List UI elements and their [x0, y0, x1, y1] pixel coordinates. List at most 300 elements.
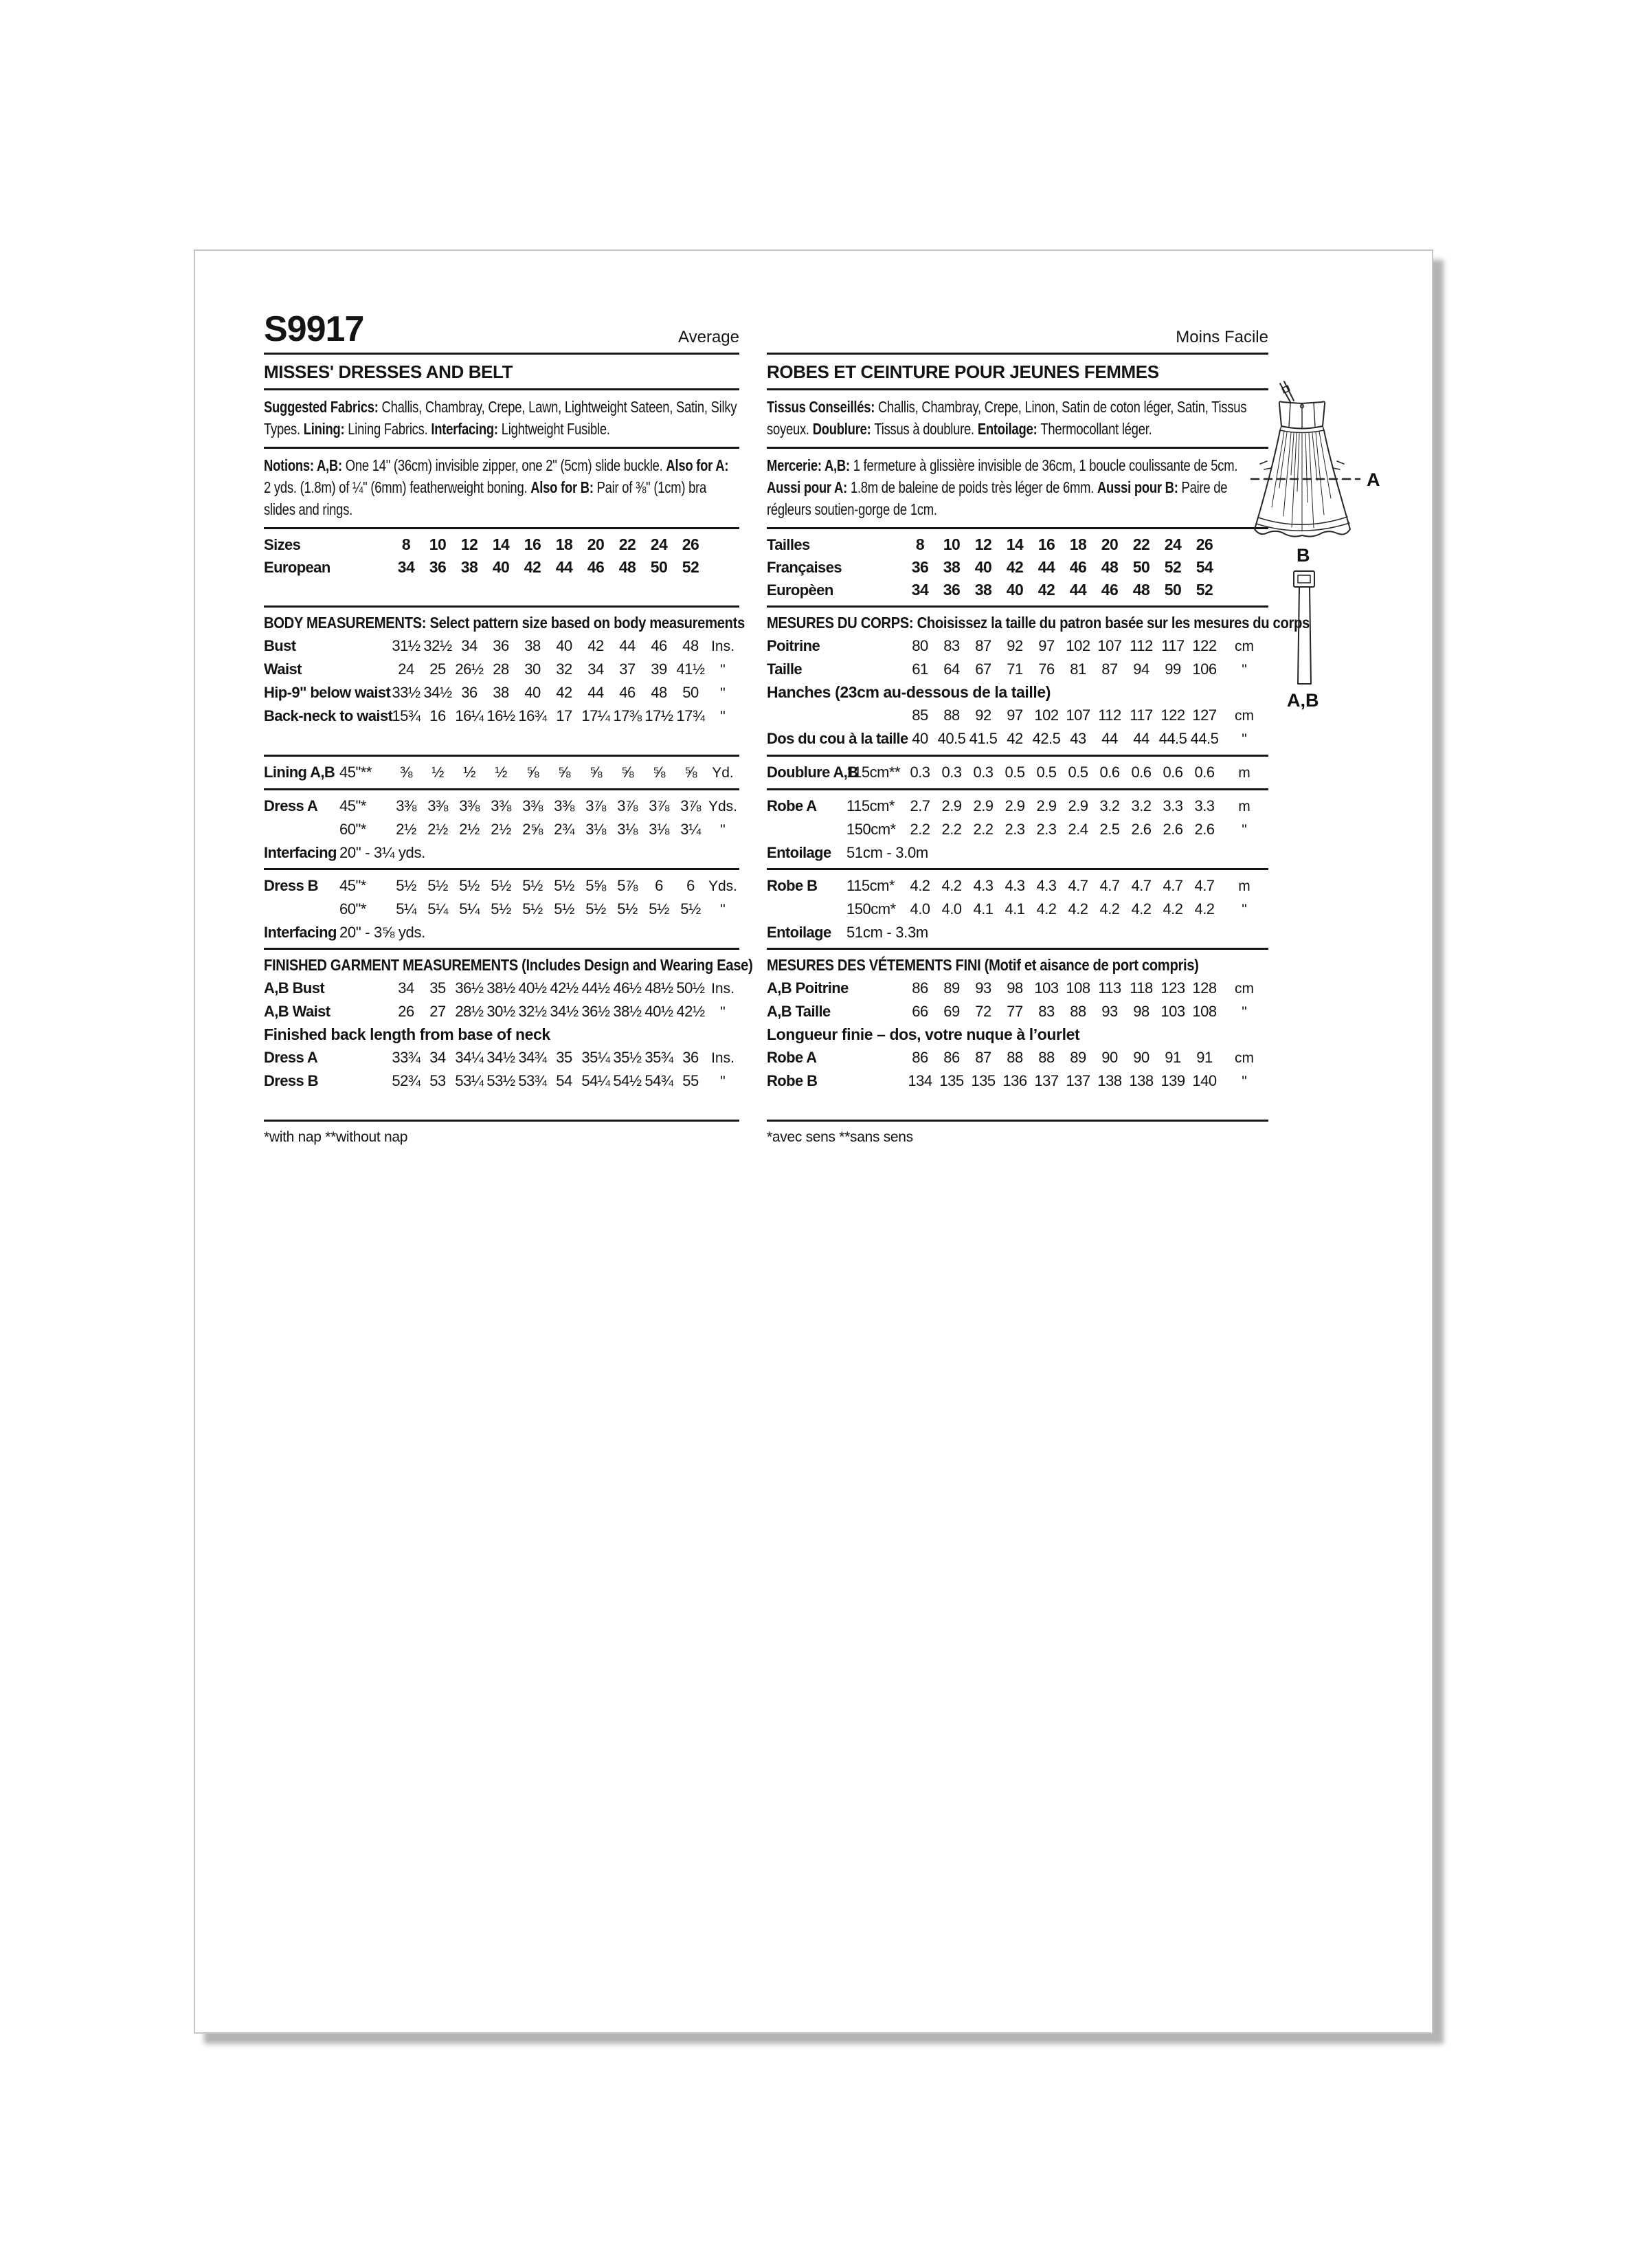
measurement-value: 17⅜ — [613, 707, 642, 724]
yardage-value: 2.3 — [1036, 821, 1057, 838]
yardage-value: 3⅜ — [396, 797, 416, 814]
yardage-value: 2½ — [491, 821, 511, 838]
measurement-value: 25 — [429, 660, 446, 678]
yardage-value: 4.0 — [910, 900, 930, 918]
size-value: 8 — [401, 535, 411, 553]
measurement-value: 33¾ — [392, 1049, 420, 1066]
yardage-value: 3¼ — [680, 821, 701, 838]
measurement-value: 34 — [587, 660, 604, 678]
robe-b-115-row: Robe B 115cm* 4.2 4.2 4.3 4.3 4.3 4.7 4.7 4.7 4.7 4.7 m — [767, 874, 1268, 898]
measurement-value: 103 — [1034, 979, 1059, 997]
measurement-value: 87 — [975, 1049, 991, 1066]
fabric-width: 45"* — [339, 877, 366, 894]
dos-cou-row: Dos du cou à la taille 40 40.5 41.5 42 42.5 43 44 44 44.5 44.5 " — [767, 727, 1268, 751]
measurement-value: 44 — [1133, 730, 1149, 747]
yardage-value: 0.5 — [1005, 764, 1025, 781]
spacer — [264, 579, 739, 601]
text-segment: Notions: A,B: — [264, 456, 346, 474]
measurement-value: 91 — [1165, 1049, 1181, 1066]
yardage-value: 2.9 — [973, 797, 994, 814]
measurement-value: 94 — [1133, 660, 1149, 678]
divider — [264, 755, 739, 757]
size-value: 44 — [1037, 558, 1055, 576]
measurement-value: 86 — [943, 1049, 960, 1066]
size-value: 18 — [1069, 535, 1087, 553]
yardage-value: 2.6 — [1194, 821, 1215, 838]
row-label: European — [264, 559, 330, 576]
size-value: 36 — [911, 558, 929, 576]
robe-b-150-row — [767, 898, 1268, 921]
measurement-value: 139 — [1160, 1072, 1185, 1089]
measurement-value: 83 — [1038, 1003, 1055, 1020]
text-segment: soyeux. — [767, 420, 813, 438]
francaises-row: Françaises 36 38 40 42 44 46 48 50 52 54 — [767, 556, 1268, 579]
waist-row: Waist 24 25 26½ 28 30 32 34 37 39 41½ " — [264, 658, 739, 681]
yardage-value: 4.2 — [1036, 900, 1057, 918]
unit-cell: m — [1238, 799, 1250, 814]
measurement-value: 34½ — [423, 684, 452, 701]
hip-row: Hip-9" below waist 33½ 34½ 36 38 40 42 44 46 48 50 " — [264, 681, 739, 704]
hanches-heading: Hanches (23cm au-dessous de la taille) — [767, 683, 1051, 701]
fabric-width: 45"** — [339, 764, 372, 781]
size-value: 38 — [974, 581, 992, 599]
measurement-value: 38½ — [613, 1003, 642, 1020]
size-value: 26 — [1196, 535, 1213, 553]
size-value: 50 — [1132, 558, 1150, 576]
divider — [264, 447, 739, 449]
suggested-fabrics-fr — [767, 394, 1268, 443]
measurement-value: 26½ — [455, 660, 484, 678]
yardage-value: 4.7 — [1099, 877, 1120, 894]
size-value: 46 — [1069, 558, 1087, 576]
measurement-value: 83 — [943, 637, 960, 654]
body-measurements-heading: BODY MEASUREMENTS: Select pattern size based on body measurements — [264, 614, 745, 632]
measurement-value: 136 — [1002, 1072, 1027, 1089]
yardage-value: 3⅜ — [554, 797, 574, 814]
divider — [264, 388, 739, 390]
measurement-value: 134 — [908, 1072, 932, 1089]
yardage-value: 5¼ — [427, 900, 448, 918]
size-value: 42 — [1006, 558, 1024, 576]
unit-cell: cm — [1235, 638, 1254, 654]
size-value: 34 — [911, 581, 929, 599]
measurement-value: 90 — [1101, 1049, 1118, 1066]
yardage-value: 5¼ — [459, 900, 480, 918]
divider — [264, 948, 739, 950]
view-a-label: A — [1367, 469, 1380, 490]
measurement-value: 48 — [682, 637, 699, 654]
size-value: 12 — [460, 535, 478, 553]
size-value: 22 — [1132, 535, 1150, 553]
measurement-value: 44.5 — [1158, 730, 1187, 747]
measurement-value: 53¼ — [455, 1072, 484, 1089]
yardage-value: 2.7 — [910, 797, 930, 814]
yardage-value: 4.7 — [1194, 877, 1215, 894]
size-value: 26 — [682, 535, 699, 553]
yardage-value: 5½ — [427, 877, 448, 894]
finished-dress-a-row: Dress A 33¾ 34 34¼ 34½ 34¾ 35 35¼ 35½ 35¾ 36 Ins. — [264, 1046, 739, 1069]
measurement-value: 102 — [1066, 637, 1090, 654]
text-segment: Pair of ⅜" (1cm) bra — [596, 478, 707, 496]
unit-cell: " — [720, 662, 726, 678]
size-value: 44 — [555, 558, 573, 576]
measurement-value: 93 — [975, 979, 991, 997]
size-value: 22 — [618, 535, 636, 553]
measurement-value: 42½ — [550, 979, 579, 997]
measurement-value: 40½ — [644, 1003, 673, 1020]
measurement-value: 35 — [429, 979, 446, 997]
divider — [264, 353, 739, 355]
nap-footnote-fr: *avec sens **sans sens — [767, 1129, 913, 1145]
measurement-value: 92 — [1007, 637, 1023, 654]
fabric-width: 115cm* — [846, 797, 895, 814]
longueur-heading: Longueur finie – dos, votre nuque à l’ourlet — [767, 1025, 1080, 1043]
measurement-value: 112 — [1098, 707, 1121, 724]
yardage-value: 4.0 — [941, 900, 962, 918]
row-label: Sizes — [264, 536, 301, 553]
unit-cell: " — [720, 685, 726, 701]
unit-cell: " — [720, 1004, 726, 1020]
yardage-value: 2⅝ — [522, 821, 543, 838]
yardage-value: 2.2 — [973, 821, 994, 838]
measurement-value: 138 — [1097, 1072, 1122, 1089]
measurement-value: 46½ — [613, 979, 642, 997]
ab-bust-row: A,B Bust 34 35 36½ 38½ 40½ 42½ 44½ 46½ 48½ 50½ Ins. — [264, 977, 739, 1000]
size-value: 38 — [460, 558, 478, 576]
measurement-value: 53 — [429, 1072, 446, 1089]
back-length-heading: Finished back length from base of neck — [264, 1025, 550, 1043]
yardage-value: 2.9 — [941, 797, 962, 814]
divider — [767, 447, 1268, 449]
size-value: 38 — [943, 558, 961, 576]
yardage-value: 0.3 — [910, 764, 930, 781]
interfacing-yardage: 20" - 3¼ yds. — [339, 844, 425, 861]
yardage-value: 2½ — [459, 821, 480, 838]
measurement-value: 36 — [461, 684, 478, 701]
yardage-value: 4.2 — [1194, 900, 1215, 918]
size-value: 20 — [587, 535, 605, 553]
measurement-value: 97 — [1007, 707, 1023, 724]
measurement-value: 90 — [1133, 1049, 1149, 1066]
yardage-value: 3.3 — [1163, 797, 1183, 814]
yardage-value: 4.1 — [973, 900, 994, 918]
measurement-value: 89 — [943, 979, 960, 997]
yardage-value: 0.6 — [1131, 764, 1152, 781]
yardage-value: 3⅛ — [617, 821, 638, 838]
yardage-value: ½ — [463, 764, 475, 781]
yardage-value: 5½ — [554, 900, 574, 918]
measurement-value: 72 — [975, 1003, 991, 1020]
yardage-value: 2.4 — [1068, 821, 1088, 838]
fabric-width: 45"* — [339, 797, 366, 814]
measurement-value: 40.5 — [937, 730, 966, 747]
measurement-value: 80 — [912, 637, 928, 654]
size-value: 42 — [524, 558, 541, 576]
yardage-value: ⅝ — [621, 764, 633, 781]
measurement-value: 42½ — [676, 1003, 705, 1020]
measurement-value: 40 — [556, 637, 572, 654]
finished-dress-b-row: Dress B 52¾ 53 53¼ 53½ 53¾ 54 54¼ 54½ 54¾ 55 " — [264, 1069, 739, 1093]
yardage-value: 2.5 — [1099, 821, 1120, 838]
unit-cell: cm — [1235, 708, 1254, 724]
yardage-value: 3⅞ — [617, 797, 638, 814]
garment-title-en: MISSES' DRESSES AND BELT — [264, 362, 513, 382]
text-segment: 2 yds. (1.8m) of ¼" (6mm) featherweight boning. — [264, 478, 531, 496]
measurement-value: 42 — [587, 637, 604, 654]
measurement-value: 64 — [943, 660, 960, 678]
unit-cell: Ins. — [711, 1050, 734, 1066]
dress-b-60-row — [264, 898, 739, 921]
notions-en — [264, 453, 739, 523]
measurement-value: 27 — [429, 1003, 446, 1020]
text-segment: Thermocollant léger. — [1040, 420, 1152, 438]
text-segment: Tissus Conseillés: — [767, 398, 878, 416]
measurement-value: 36 — [493, 637, 509, 654]
yardage-value: 5½ — [522, 877, 543, 894]
measurement-value: 17¾ — [676, 707, 705, 724]
measurement-value: 113 — [1098, 979, 1121, 997]
measurement-value: 117 — [1161, 637, 1185, 654]
measurement-value: 35¼ — [581, 1049, 610, 1066]
yardage-value: 5½ — [396, 877, 416, 894]
text-segment: régleurs soutien-gorge de 1cm. — [767, 500, 937, 518]
unit-cell: " — [1242, 662, 1247, 678]
size-value: 46 — [587, 558, 605, 576]
yardage-value: 3⅜ — [522, 797, 543, 814]
yardage-value: 4.7 — [1163, 877, 1183, 894]
measurement-value: 122 — [1192, 637, 1217, 654]
yardage-value: 5⅝ — [585, 877, 606, 894]
measurement-value: 86 — [912, 979, 928, 997]
measurement-value: 44 — [1101, 730, 1118, 747]
text-segment: Suggested Fabrics: — [264, 398, 382, 416]
interfacing-b-row: Interfacing 20" - 3⅝ yds. — [264, 921, 739, 944]
yardage-value: 4.1 — [1005, 900, 1025, 918]
size-value: 16 — [524, 535, 541, 553]
belt — [1294, 571, 1314, 684]
measurement-value: 30 — [524, 660, 541, 678]
measurement-value: 41.5 — [969, 730, 998, 747]
measurement-value: 54½ — [613, 1072, 642, 1089]
measurement-value: 34½ — [486, 1049, 515, 1066]
size-value: 10 — [943, 535, 961, 553]
yardage-value: ⅝ — [526, 764, 539, 781]
measurement-value: 71 — [1007, 660, 1023, 678]
header-row-en — [264, 310, 739, 348]
belt-buckle — [1294, 571, 1314, 587]
text-segment: 1 fermeture à glissière invisible de 36cm, 1 boucle coulissante de 5cm. — [853, 456, 1238, 474]
unit-cell: cm — [1235, 1050, 1254, 1066]
size-value: 40 — [492, 558, 510, 576]
divider — [264, 788, 739, 790]
size-value: 54 — [1196, 558, 1213, 576]
measurement-value: 35½ — [613, 1049, 642, 1066]
yardage-value: 5½ — [459, 877, 480, 894]
measurement-value: 137 — [1034, 1072, 1059, 1089]
yardage-value: 5½ — [522, 900, 543, 918]
measurement-value: 44 — [587, 684, 604, 701]
yardage-value: 3⅛ — [649, 821, 669, 838]
size-value: 40 — [974, 558, 992, 576]
size-value: 12 — [974, 535, 992, 553]
view-ab-label: A,B — [1287, 690, 1319, 711]
measurement-value: 28 — [493, 660, 509, 678]
measurement-value: 97 — [1038, 637, 1055, 654]
measurement-value: 55 — [682, 1072, 699, 1089]
yardage-value: ½ — [495, 764, 507, 781]
dress-a-45-row: Dress A 45"* 3⅜ 3⅜ 3⅜ 3⅜ 3⅜ 3⅜ 3⅞ 3⅞ 3⅞ 3⅞ Yds. — [264, 794, 739, 818]
divider — [767, 388, 1268, 390]
yardage-value: 3.2 — [1131, 797, 1152, 814]
yardage-value: 0.3 — [941, 764, 962, 781]
english-column — [264, 309, 753, 1146]
text-segment: Challis, Chambray, Crepe, Linon, Satin de coton léger, Satin, Tissus — [877, 398, 1247, 416]
measurement-value: 31½ — [392, 637, 420, 654]
yardage-value: 2½ — [396, 821, 416, 838]
measurement-value: 85 — [912, 707, 928, 724]
yardage-value: 4.2 — [1099, 900, 1120, 918]
yardage-value: 3⅜ — [491, 797, 511, 814]
size-value: 52 — [1196, 581, 1213, 599]
yardage-value: 5¼ — [396, 900, 416, 918]
measurement-value: 43 — [1070, 730, 1086, 747]
size-value: 34 — [397, 558, 415, 576]
measurement-value: 54¼ — [581, 1072, 610, 1089]
measurement-value: 88 — [1007, 1049, 1023, 1066]
unit-cell: " — [720, 822, 726, 838]
size-value: 48 — [618, 558, 636, 576]
entoilage-b-row: Entoilage 51cm - 3.3m — [767, 921, 1268, 944]
interfacing-yardage: 51cm - 3.3m — [846, 924, 928, 941]
yardage-value: 0.3 — [973, 764, 994, 781]
unit-cell: cm — [1235, 981, 1254, 997]
yardage-value: 4.2 — [1068, 900, 1088, 918]
yardage-value: 4.3 — [1036, 877, 1057, 894]
unit-cell: " — [720, 902, 726, 918]
divider — [767, 868, 1268, 870]
yardage-value: ⅝ — [558, 764, 570, 781]
measurement-value: 44 — [619, 637, 636, 654]
unit-cell: m — [1238, 765, 1250, 781]
measurement-value: 138 — [1129, 1072, 1154, 1089]
text-segment: Aussi pour A: — [767, 478, 851, 496]
text-segment: 1.8m de baleine de poids très léger de 6mm. — [850, 478, 1097, 496]
measurement-value: 34 — [429, 1049, 446, 1066]
measurement-value: 76 — [1038, 660, 1055, 678]
text-segment: Challis, Chambray, Crepe, Lawn, Lightweight Sateen, Satin, Silky — [381, 398, 737, 416]
measurement-value: 16¼ — [455, 707, 484, 724]
robe-a-115-row: Robe A 115cm* 2.7 2.9 2.9 2.9 2.9 2.9 3.2 3.2 3.3 3.3 m — [767, 794, 1268, 818]
unit-cell: " — [1242, 731, 1247, 747]
finished-robe-b-row: Robe B 134 135 135 136 137 137 138 138 139 140 " — [767, 1069, 1268, 1093]
suggested-fabrics-en — [264, 394, 739, 443]
measurement-value: 36½ — [455, 979, 484, 997]
yardage-value: 3.2 — [1099, 797, 1120, 814]
spacer — [264, 1093, 739, 1115]
size-value: 46 — [1101, 581, 1119, 599]
ab-taille-row: A,B Taille 66 69 72 77 83 88 93 98 103 108 " — [767, 1000, 1268, 1023]
unit-cell: " — [1242, 822, 1247, 838]
robe-a-150-row — [767, 818, 1268, 841]
yardage-value: 2.6 — [1131, 821, 1152, 838]
measurement-value: 53½ — [486, 1072, 515, 1089]
yardage-value: 2.2 — [941, 821, 962, 838]
tailles-row: Tailles 8 10 12 14 16 18 20 22 24 26 — [767, 533, 1268, 556]
yardage-value: 6 — [686, 877, 695, 894]
measurement-value: 34¼ — [455, 1049, 484, 1066]
spacer — [767, 1093, 1268, 1115]
interfacing-a-row: Interfacing 20" - 3¼ yds. — [264, 841, 739, 864]
measurement-value: 107 — [1066, 707, 1090, 724]
measurement-value: 88 — [1038, 1049, 1055, 1066]
unit-cell: m — [1238, 878, 1250, 894]
text-segment: Lining Fabrics. — [348, 420, 431, 438]
yardage-value: 4.2 — [1163, 900, 1183, 918]
measurement-value: 42 — [556, 684, 572, 701]
text-segment: Interfacing: — [431, 420, 502, 438]
measurement-value: 66 — [912, 1003, 928, 1020]
measurement-value: 34½ — [550, 1003, 579, 1020]
doublure-row: Doublure A,B 115cm** 0.3 0.3 0.3 0.5 0.5 0.5 0.6 0.6 0.6 0.6 m — [767, 761, 1268, 784]
measurement-value: 33½ — [392, 684, 420, 701]
entoilage-a-row: Entoilage 51cm - 3.0m — [767, 841, 1268, 864]
measurement-value: 127 — [1192, 707, 1217, 724]
size-value: 36 — [429, 558, 447, 576]
measurement-value: 48 — [651, 684, 667, 701]
measurement-value: 50 — [682, 684, 699, 701]
measurement-value: 122 — [1160, 707, 1185, 724]
size-value: 42 — [1037, 581, 1055, 599]
pattern-instruction-sheet — [194, 249, 1433, 2034]
measurement-value: 92 — [975, 707, 991, 724]
measurement-value: 46 — [651, 637, 667, 654]
text-segment: Doublure: — [812, 420, 875, 438]
size-value: 10 — [429, 535, 447, 553]
dress-strap — [1280, 381, 1294, 402]
dress-skirt — [1255, 430, 1350, 537]
measurement-value: 15¾ — [392, 707, 420, 724]
measurement-value: 32½ — [423, 637, 452, 654]
interfacing-yardage: 20" - 3⅝ yds. — [339, 924, 425, 941]
unit-cell: Yds. — [708, 878, 738, 894]
measurement-value: 16¾ — [518, 707, 547, 724]
size-value: 20 — [1101, 535, 1119, 553]
measurement-value: 118 — [1130, 979, 1153, 997]
measurement-value: 34 — [461, 637, 478, 654]
measurement-value: 108 — [1066, 979, 1090, 997]
divider — [264, 527, 739, 529]
measurement-value: 38 — [524, 637, 541, 654]
measurement-value: 88 — [1070, 1003, 1086, 1020]
measurement-value: 35 — [556, 1049, 572, 1066]
measurement-value: 39 — [651, 660, 667, 678]
back-neck-row: Back-neck to waist 15¾ 16 16¼ 16½ 16¾ 17 17¼ 17⅜ 17½ 17¾ " — [264, 704, 739, 728]
unit-cell: Ins. — [711, 638, 734, 654]
yardage-value: 4.3 — [1005, 877, 1025, 894]
unit-cell: " — [720, 1074, 726, 1089]
size-value: 8 — [915, 535, 925, 553]
measurement-value: 108 — [1192, 1003, 1217, 1020]
interfacing-yardage: 51cm - 3.0m — [846, 844, 928, 861]
yardage-value: 3⅞ — [680, 797, 701, 814]
measurement-value: 48½ — [644, 979, 673, 997]
yardage-value: 5½ — [617, 900, 638, 918]
difficulty-label-en: Average — [678, 328, 739, 347]
yardage-value: 4.2 — [941, 877, 962, 894]
yardage-value: 0.5 — [1068, 764, 1088, 781]
yardage-value: 4.7 — [1131, 877, 1152, 894]
fabric-width: 150cm* — [846, 900, 896, 918]
